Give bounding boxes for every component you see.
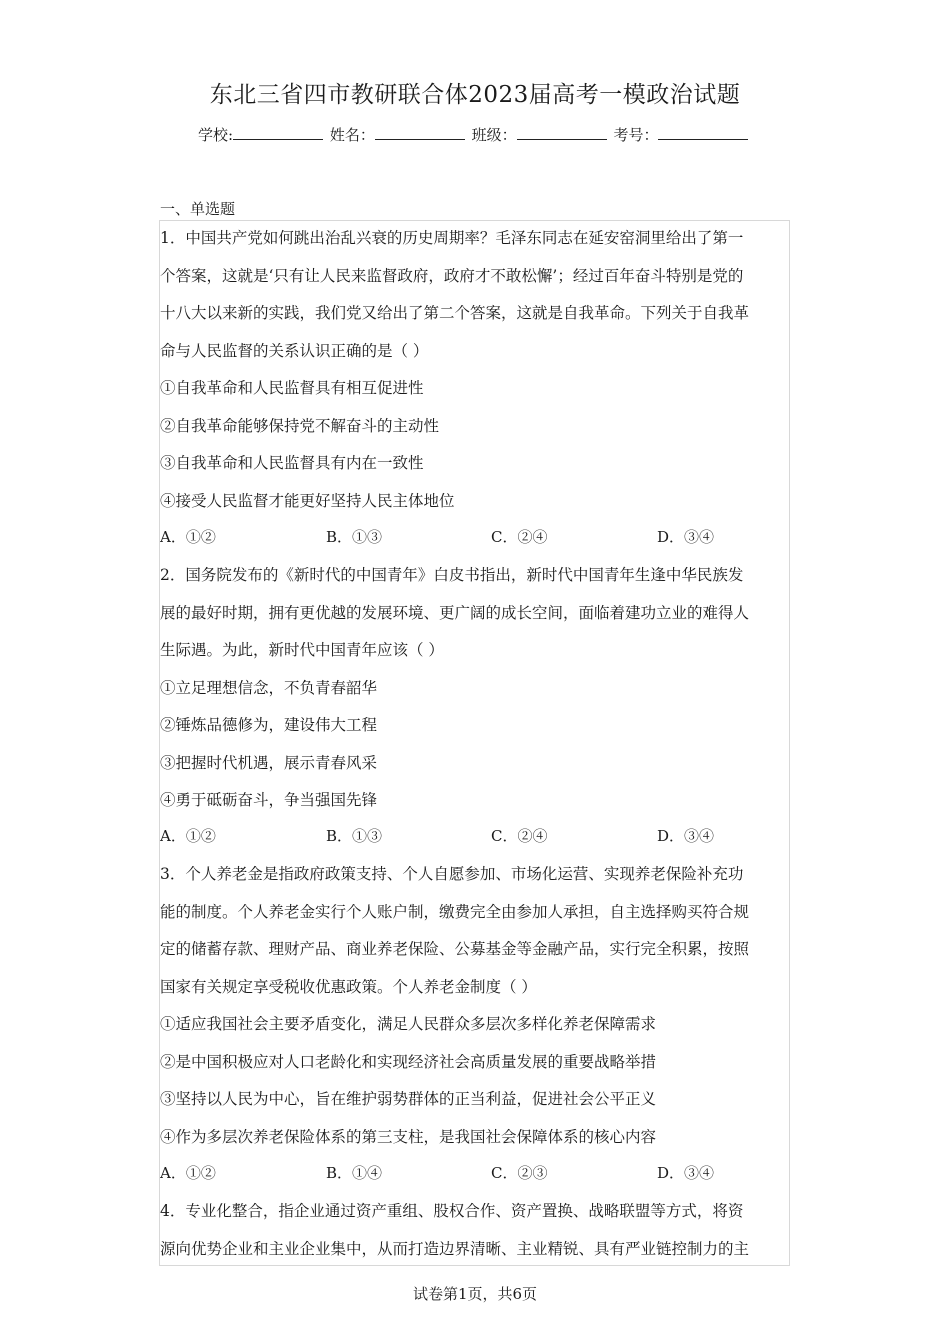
question-2-option-d[interactable]: D．③④ <box>657 827 715 845</box>
class-label: 班级： <box>471 126 517 144</box>
name-label: 姓名： <box>329 126 375 144</box>
exam-title: 东北三省四市教研联合体2023届高考一模政治试题 <box>209 82 741 108</box>
student-info-row <box>198 124 750 145</box>
section-heading: 一、单选题 <box>160 200 236 218</box>
question-1-line-2: 个答案，这就是‘只有让人民来监督政府，政府才不敢松懈’；经过百年奋斗特别是党的 <box>160 267 744 285</box>
number-blank <box>658 125 748 140</box>
question-box <box>159 220 790 1266</box>
question-1-line-3: 十八大以来新的实践，我们党又给出了第二个答案，这就是自我革命。下列关于自我革 <box>160 304 750 322</box>
question-2-item-2: ②锤炼品德修为，建设伟大工程 <box>160 716 378 734</box>
question-1-item-4: ④接受人民监督才能更好坚持人民主体地位 <box>160 492 455 510</box>
question-3-item-3: ③坚持以人民为中心，旨在维护弱势群体的正当利益，促进社会公平正义 <box>160 1090 657 1108</box>
question-1-option-b[interactable]: B．①③ <box>326 528 383 546</box>
question-2-line-3: 生际遇。为此，新时代中国青年应该（ ） <box>160 641 444 659</box>
question-3-option-d[interactable]: D．③④ <box>657 1164 715 1182</box>
question-3-option-c[interactable]: C．②③ <box>491 1164 548 1182</box>
page-footer: 试卷第1页，共6页 <box>412 1285 538 1303</box>
question-1-option-d[interactable]: D．③④ <box>657 528 715 546</box>
question-4-line-1: 4．专业化整合，指企业通过资产重组、股权合作、资产置换、战略联盟等方式，将资 <box>160 1202 744 1220</box>
question-3-line-1: 3．个人养老金是指政府政策支持、个人自愿参加、市场化运营、实现养老保险补充功 <box>160 865 744 883</box>
name-blank <box>375 125 465 140</box>
question-1-item-1: ①自我革命和人民监督具有相互促进性 <box>160 379 424 397</box>
question-1-line-1: 1．中国共产党如何跳出治乱兴衰的历史周期率？毛泽东同志在延安窑洞里给出了第一 <box>160 229 744 247</box>
question-3-option-b[interactable]: B．①④ <box>326 1164 383 1182</box>
question-3-item-4: ④作为多层次养老保险体系的第三支柱，是我国社会保障体系的核心内容 <box>160 1128 657 1146</box>
question-2-line-1: 2．国务院发布的《新时代的中国青年》白皮书指出，新时代中国青年生逢中华民族发 <box>160 566 744 584</box>
school-label: 学校: <box>198 126 234 144</box>
question-3-line-2: 能的制度。个人养老金实行个人账户制，缴费完全由参加人承担，自主选择购买符合规 <box>160 903 750 921</box>
question-1-item-2: ②自我革命能够保持党不解奋斗的主动性 <box>160 417 440 435</box>
question-3-option-a[interactable]: A．①② <box>160 1164 216 1182</box>
question-4-line-2: 源向优势企业和主业企业集中，从而打造边界清晰、主业精锐、具有严业链控制力的主 <box>160 1240 750 1258</box>
class-blank <box>517 125 607 140</box>
school-blank <box>233 125 323 140</box>
question-2-item-3: ③把握时代机遇，展示青春风采 <box>160 754 378 772</box>
question-1-line-4: 命与人民监督的关系认识正确的是（ ） <box>160 342 429 360</box>
question-3-line-4: 国家有关规定享受税收优惠政策。个人养老金制度（ ） <box>160 978 537 996</box>
question-2-item-4: ④勇于砥砺奋斗，争当强国先锋 <box>160 791 378 809</box>
question-2-option-a[interactable]: A．①② <box>160 827 216 845</box>
question-1-item-3: ③自我革命和人民监督具有内在一致性 <box>160 454 424 472</box>
question-2-item-1: ①立足理想信念，不负青春韶华 <box>160 679 378 697</box>
question-1-option-a[interactable]: A．①② <box>160 528 216 546</box>
question-3-line-3: 定的储蓄存款、理财产品、商业养老保险、公募基金等金融产品，实行完全积累，按照 <box>160 940 750 958</box>
question-2-line-2: 展的最好时期，拥有更优越的发展环境、更广阔的成长空间，面临着建功立业的难得人 <box>160 604 750 622</box>
question-2-option-c[interactable]: C．②④ <box>491 827 548 845</box>
question-2-option-b[interactable]: B．①③ <box>326 827 383 845</box>
number-label: 考号： <box>613 126 659 144</box>
question-3-item-2: ②是中国积极应对人口老龄化和实现经济社会高质量发展的重要战略举措 <box>160 1053 657 1071</box>
question-1-option-c[interactable]: C．②④ <box>491 528 548 546</box>
question-3-item-1: ①适应我国社会主要矛盾变化，满足人民群众多层次多样化养老保障需求 <box>160 1015 657 1033</box>
